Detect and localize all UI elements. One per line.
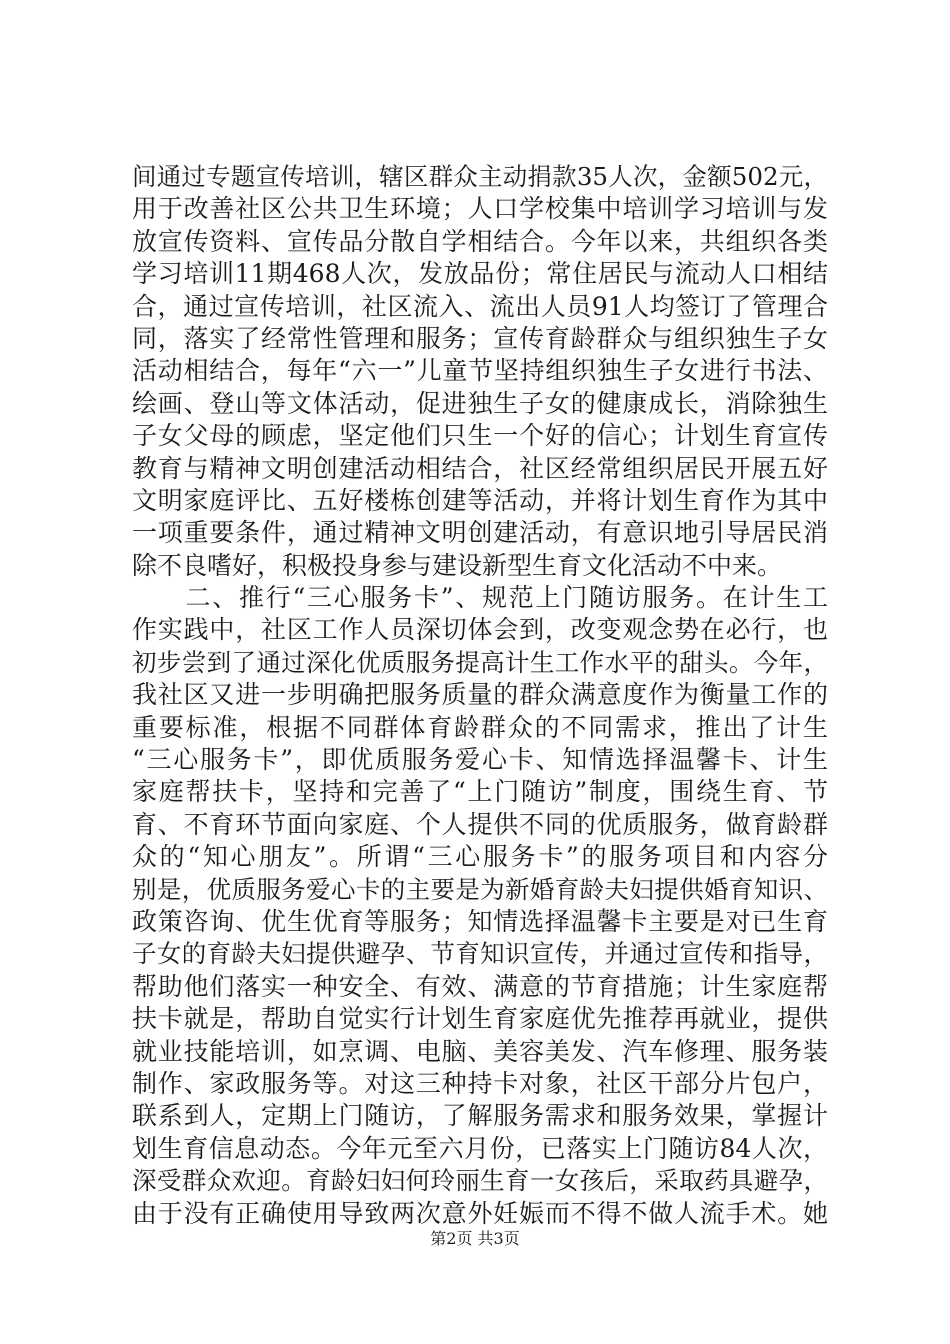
text-line: 子女的育龄夫妇提供避孕、节育知识宣传，并通过宣传和指导， [132,939,828,969]
text-line: 帮助他们落实一种安全、有效、满意的节育措施；计生家庭帮 [132,971,828,1001]
text-line: 教育与精神文明创建活动相结合，社区经常组织居民开展五好 [132,453,828,483]
text-line: 联系到人，定期上门随访，了解服务需求和服务效果，掌握计 [132,1101,828,1131]
text-line: 划生育信息动态。今年元至六月份，已落实上门随访84人次， [132,1133,828,1163]
text-line: 育、不育环节面向家庭、个人提供不同的优质服务，做育龄群 [132,809,828,839]
text-line: 深受群众欢迎。育龄妇妇何玲丽生育一女孩后，采取药具避孕， [132,1166,828,1196]
text-line: 我社区又进一步明确把服务质量的群众满意度作为衡量工作的 [132,680,828,710]
text-line: 初步尝到了通过深化优质服务提高计生工作水平的甜头。今年， [132,647,828,677]
text-line: 重要标准，根据不同群体育龄群众的不同需求，推出了计生 [132,712,828,742]
text-line: 众的“知心朋友”。所谓“三心服务卡”的服务项目和内容分 [132,842,828,872]
text-line: 绘画、登山等文体活动，促进独生子女的健康成长，消除独生 [132,388,828,418]
text-line: 文明家庭评比、五好楼栋创建等活动，并将计划生育作为其中 [132,485,828,515]
text-line: 作实践中，社区工作人员深切体会到，改变观念势在必行，也 [132,615,828,645]
text-line: 同，落实了经常性管理和服务；宣传育龄群众与组织独生子女 [132,323,828,353]
text-line: 用于改善社区公共卫生环境；人口学校集中培训学习培训与发 [132,194,828,224]
text-line: 制作、家政服务等。对这三种持卡对象，社区干部分片包户， [132,1068,828,1098]
text-line: 家庭帮扶卡，坚持和完善了“上门随访”制度，围绕生育、节 [132,777,828,807]
body-text [132,161,828,1230]
text-line: 由于没有正确使用导致两次意外妊娠而不得不做人流手术。她 [132,1198,828,1228]
text-line: 放宣传资料、宣传品分散自学相结合。今年以来，共组织各类 [132,226,828,256]
text-line: 一项重要条件，通过精神文明创建活动，有意识地引导居民消 [132,518,828,548]
text-line: 学习培训11期468人次，发放品份；常住居民与流动人口相结 [132,259,828,289]
text-line: 扶卡就是，帮助自觉实行计划生育家庭优先推荐再就业，提供 [132,1004,828,1034]
page-footer: 第2页 共3页 [430,1229,520,1248]
text-line: 间通过专题宣传培训，辖区群众主动捐款35人次，金额502元， [132,162,828,191]
text-line: “三心服务卡”，即优质服务爱心卡、知情选择温馨卡、计生 [132,745,828,775]
text-line: 子女父母的顾虑，坚定他们只生一个好的信心；计划生育宣传 [132,421,828,451]
text-line: 别是，优质服务爱心卡的主要是为新婚育龄夫妇提供婚育知识、 [132,874,828,904]
text-line: 合，通过宣传培训，社区流入、流出人员91人均签订了管理合 [132,291,828,321]
paragraph-start-line: 二、推行“三心服务卡”、规范上门随访服务。在计生工 [132,583,828,613]
text-line: 活动相结合，每年“六一”儿童节坚持组织独生子女进行书法、 [132,356,828,386]
paragraph-end-line: 除不良嗜好，积极投身参与建设新型生育文化活动不中来。 [132,550,783,580]
text-line: 政策咨询、优生优育等服务；知情选择温馨卡主要是对已生育 [132,906,828,936]
text-line: 就业技能培训，如烹调、电脑、美容美发、汽车修理、服务装 [132,1036,828,1066]
